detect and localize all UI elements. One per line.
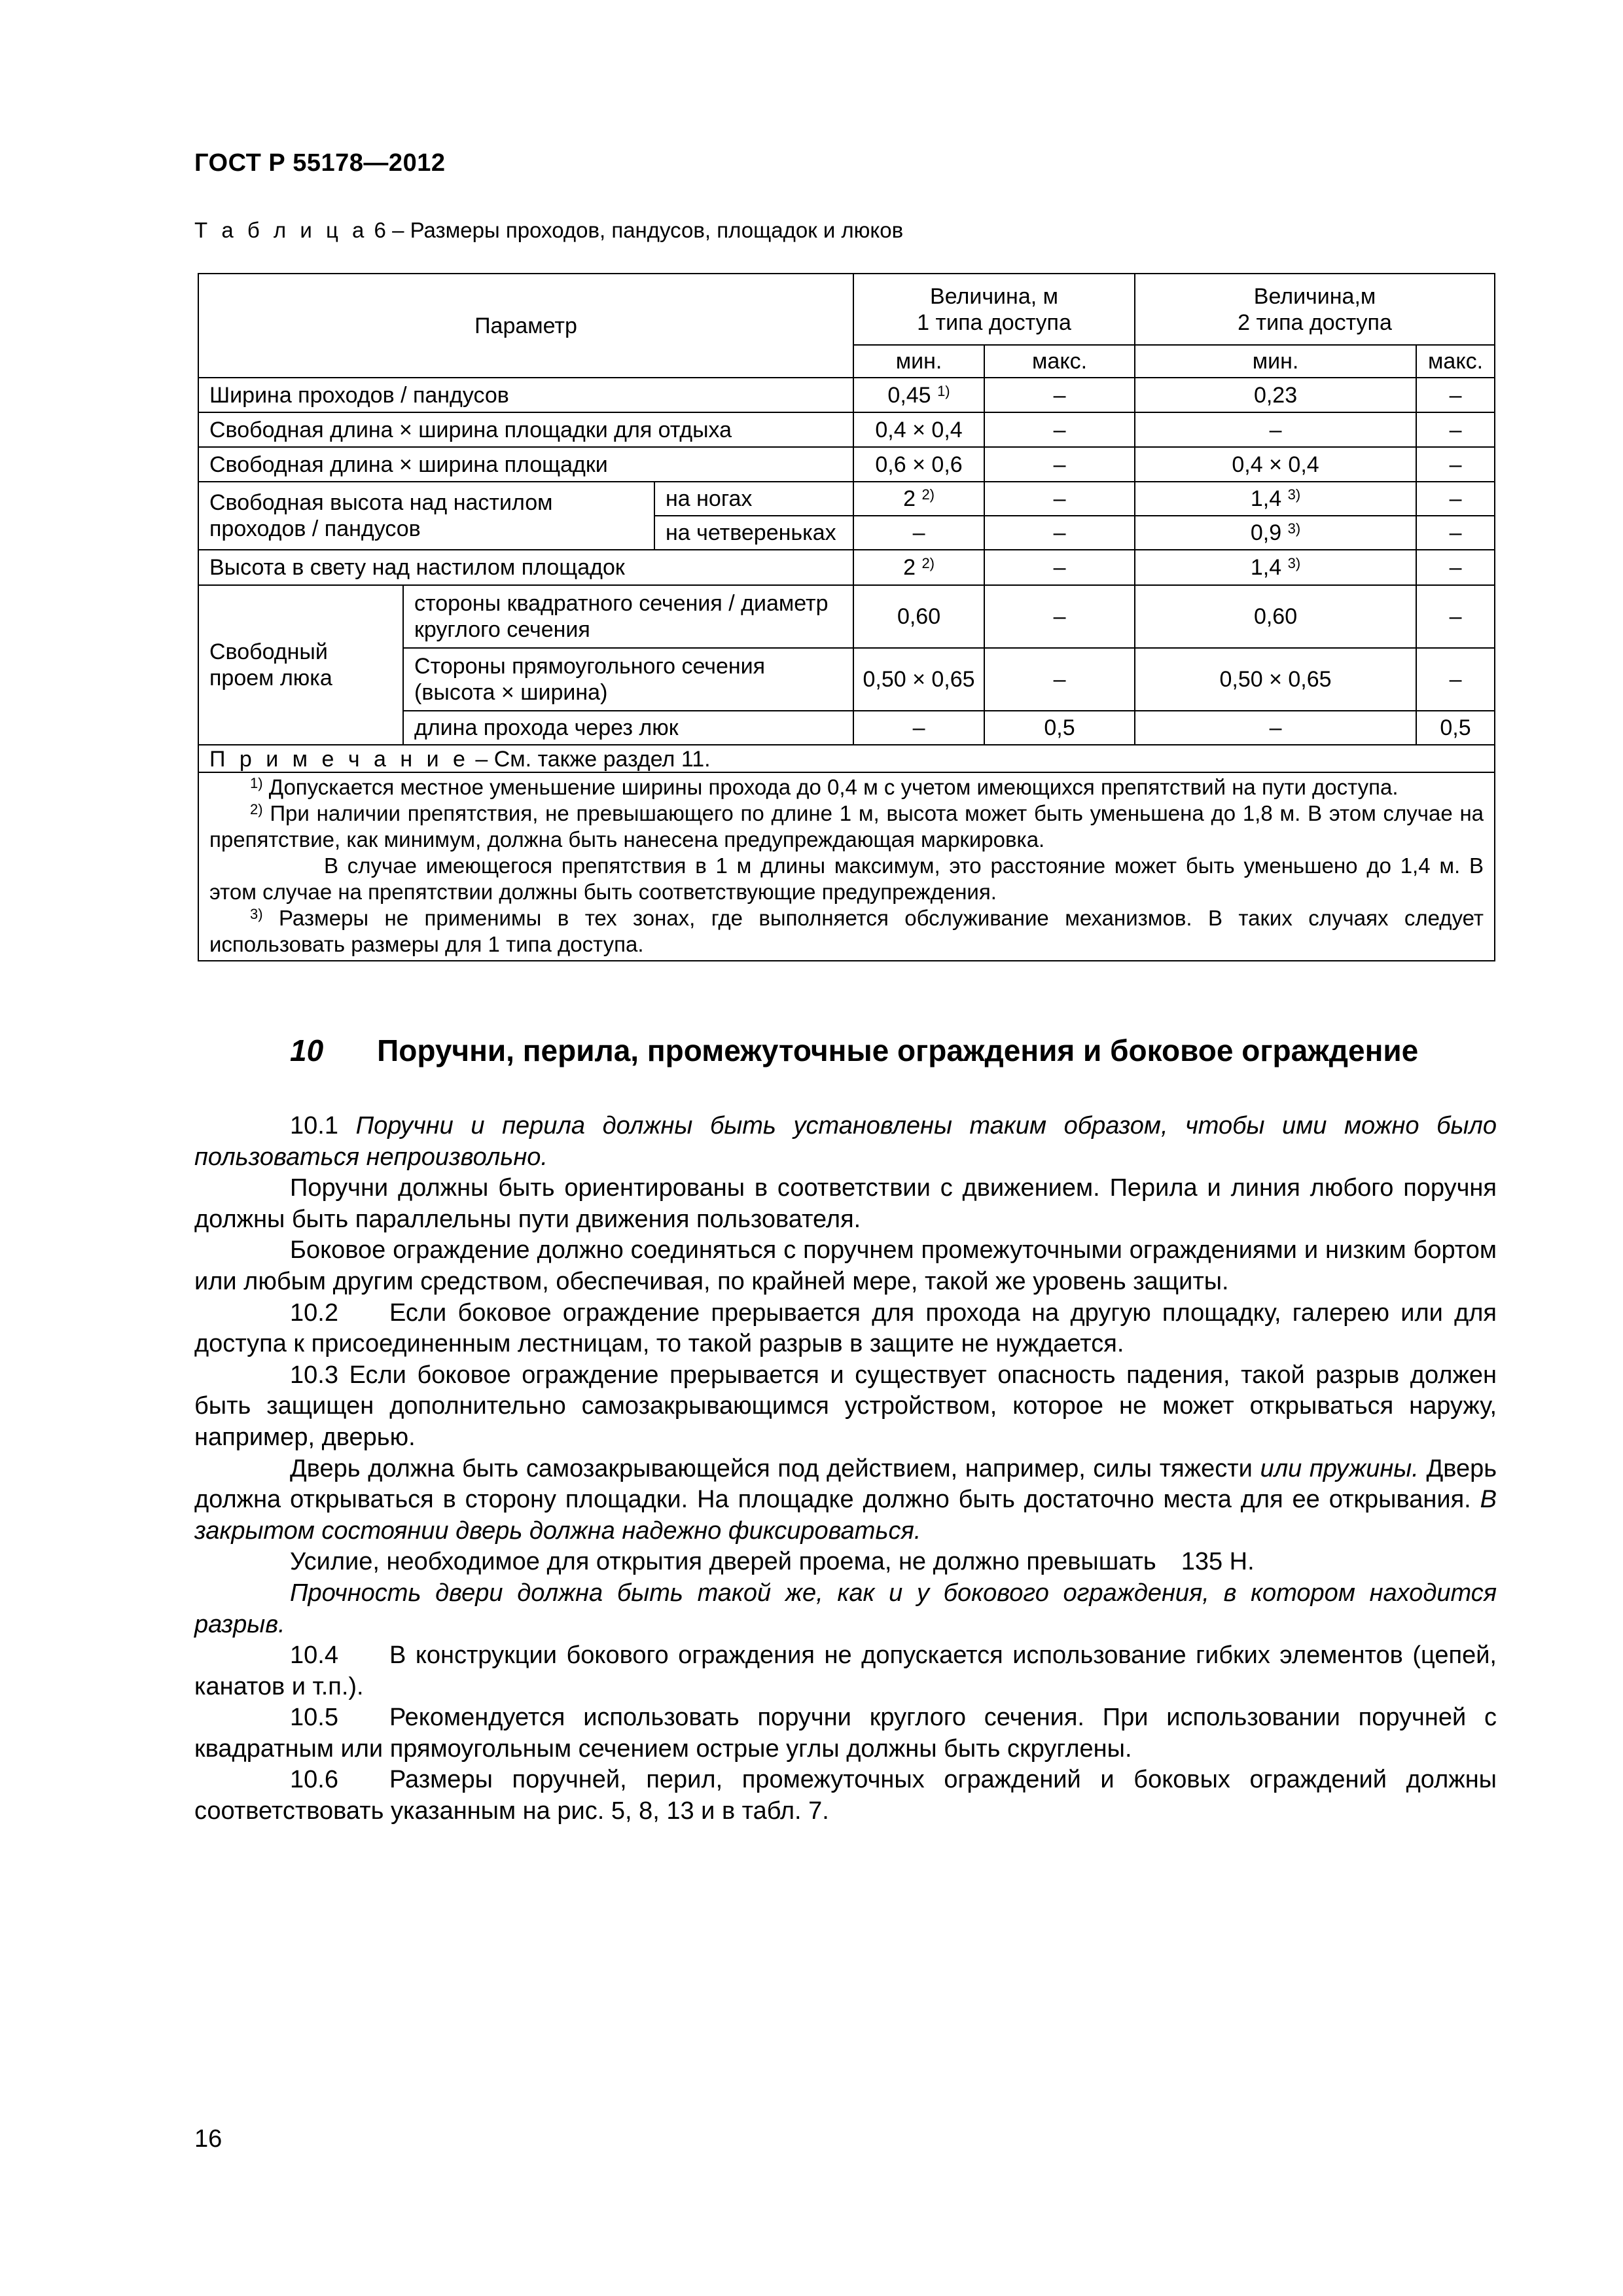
cell-type1-max: – [984,447,1135,482]
footnote-2: $^{2)}$ При наличии препятствия, не превышающего по длине 1 м, высота может быть уменьшена до 1,8 м. В этом случае на препятствие, как минимум, должна быть нанесена предупреждающая маркировка. [209,801,1484,852]
cell-type1-min: 0,60 [853,585,984,648]
footnote-3: $^{3)}$ Размеры не применимы в тех зонах, где выполняется обслуживание механизмов. В таких случаях следует использовать размеры для 1 типа доступа. [209,906,1484,956]
cell-type2-min: 0,9 $^{3)}$ [1135,516,1416,550]
cell-type1-min: 2 $^{2)}$ [853,482,984,516]
paragraph: Усилие, необходимое для открытия дверей проема, не должно превышать 135 Н. [290,1548,1255,1576]
cell-type2-min: – [1135,412,1416,447]
table-row [198,585,1495,648]
cell-type2-max: 0,5 [1416,711,1495,745]
header-parameter: Параметр [198,274,853,378]
cell-type1-min: – [853,711,984,745]
section-body [194,1111,1497,1827]
header-type1-line1: Величина, м [930,283,1058,309]
cell-type2-max: – [1416,550,1495,585]
paragraph: Поручни должны быть ориентированы в соответствии с движением. Перила и линия любого поручня должны быть параллельны пути движения пользователя. [194,1174,1497,1233]
paragraph: Дверь должна быть самозакрывающейся под действием, например, силы тяжести или пружины. Дверь должна открываться в сторону площадки. На площадке должно быть достаточно места для ее открывания. В закрытом состоянии дверь должна надежно фиксироваться. [194,1454,1497,1545]
paragraph-10-3: 10.3 Если боковое ограждение прерывается и существует опасность падения, такой разрыв должен быть защищен дополнительно самозакрывающимся устройством, которое не может открываться наружу, например, дверью. [194,1361,1497,1451]
cell-type2-max: – [1416,447,1495,482]
dimensions-table [198,273,1495,961]
table-note-prefix: П р и м е ч а н и е [209,747,469,772]
table-caption [194,218,903,243]
cell-type2-min: 0,23 [1135,378,1416,412]
row-label: Свободная длина × ширина площадки для отдыха [198,412,853,447]
header-type2-max: макс. [1416,345,1495,378]
row-sublabel: длина прохода через люк [403,711,853,745]
row-label: Высота в свету над настилом площадок [198,550,853,585]
page-number: 16 [194,2125,223,2153]
cell-type2-min: – [1135,711,1416,745]
header-type1-min: мин. [853,345,984,378]
section-heading [194,1033,1497,1069]
table-caption-prefix: Т а б л и ц а [194,218,368,242]
header-type1 [853,274,1135,345]
table-row [198,378,1495,412]
cell-type1-min: 2 $^{2)}$ [853,550,984,585]
paragraph-10-6: 10.6 Размеры поручней, перил, промежуточных ограждений и боковых ограждений должны соответствовать указанным на рис. 5, 8, 13 и в табл. 7. [194,1766,1497,1825]
footnote-1: $^{1)}$ Допускается местное уменьшение ширины прохода до 0,4 м с учетом имеющихся препятствий на пути доступа. [250,775,1399,799]
cell-type1-max: – [984,585,1135,648]
row-label: Ширина проходов / пандусов [198,378,853,412]
table-row [198,447,1495,482]
row-sublabel: Стороны прямоугольного сечения (высота × ширина) [403,648,853,711]
cell-type2-max: – [1416,378,1495,412]
paragraph-10-5: 10.5 Рекомендуется использовать поручни круглого сечения. При использовании поручней с квадратным или прямоугольным сечением острые углы должны быть скруглены. [194,1704,1497,1763]
header-type2 [1135,274,1495,345]
table-row [198,412,1495,447]
cell-type1-max: – [984,378,1135,412]
cell-type2-min: 0,60 [1135,585,1416,648]
cell-type2-min: 0,4 × 0,4 [1135,447,1416,482]
row-label: Свободная высота над настилом проходов / пандусов [198,482,654,550]
cell-type2-min: 1,4 $^{3)}$ [1135,550,1416,585]
paragraph: Боковое ограждение должно соединяться с поручнем промежуточными ограждениями и низким бортом или любым другим средством, обеспечивая, по крайней мере, такой же уровень защиты. [194,1236,1497,1295]
cell-type2-min: 1,4 $^{3)}$ [1135,482,1416,516]
table-caption-text: 6 – Размеры проходов, пандусов, площадок и люков [368,218,904,242]
section-number: 10 [290,1033,324,1067]
header-type1-max: макс. [984,345,1135,378]
header-type2-line2: 2 типа доступа [1238,310,1392,335]
header-type1-line2: 1 типа доступа [917,310,1071,335]
cell-type1-max: – [984,412,1135,447]
header-type2-min: мин. [1135,345,1416,378]
table-note-text: – См. также раздел 11. [469,747,711,772]
cell-type1-max: – [984,516,1135,550]
cell-type1-max: – [984,648,1135,711]
table-row [198,550,1495,585]
paragraph: Прочность двери должна быть такой же, как и у бокового ограждения, в котором находится разрыв. [194,1579,1497,1638]
cell-type2-max: – [1416,482,1495,516]
header-type2-line1: Величина,м [1253,283,1376,309]
cell-type1-max: – [984,482,1135,516]
document-header: ГОСТ Р 55178—2012 [194,149,446,177]
row-label: Свободный проем люка [198,585,403,745]
cell-type2-max: – [1416,412,1495,447]
cell-type1-min: – [853,516,984,550]
section-title: Поручни, перила, промежуточные ограждения и боковое ограждение [377,1033,1419,1067]
footnote-2-continued: В случае имеющегося препятствия в 1 м длины максимум, это расстояние может быть уменьшено до 1,4 м. В этом случае на препятствии должны быть соответствующие предупреждения. [209,853,1484,904]
row-sublabel: стороны квадратного сечения / диаметр круглого сечения [403,585,853,648]
cell-type2-max: – [1416,648,1495,711]
cell-type1-max: 0,5 [984,711,1135,745]
table-footnotes [198,772,1495,961]
cell-type2-max: – [1416,516,1495,550]
row-sublabel: на четвереньках [654,516,853,550]
row-label: Свободная длина × ширина площадки [198,447,853,482]
row-sublabel: на ногах [654,482,853,516]
table-note [198,745,1495,772]
paragraph-10-2: 10.2 Если боковое ограждение прерывается для прохода на другую площадку, галерею или для доступа к присоединенным лестницам, то такой разрыв в защите не нуждается. [194,1299,1497,1358]
cell-type1-min: 0,45 $^{1)}$ [853,378,984,412]
cell-type2-min: 0,50 × 0,65 [1135,648,1416,711]
cell-type1-min: 0,6 × 0,6 [853,447,984,482]
cell-type1-max: – [984,550,1135,585]
cell-type2-max: – [1416,585,1495,648]
cell-type1-min: 0,4 × 0,4 [853,412,984,447]
cell-type1-min: 0,50 × 0,65 [853,648,984,711]
paragraph-10-1: 10.1 Поручни и перила должны быть установлены таким образом, чтобы ими можно было пользоваться непроизвольно. [194,1112,1497,1171]
paragraph-10-4: 10.4 В конструкции бокового ограждения не допускается использование гибких элементов (цепей, канатов и т.п.). [194,1641,1497,1700]
table-row [198,482,1495,516]
